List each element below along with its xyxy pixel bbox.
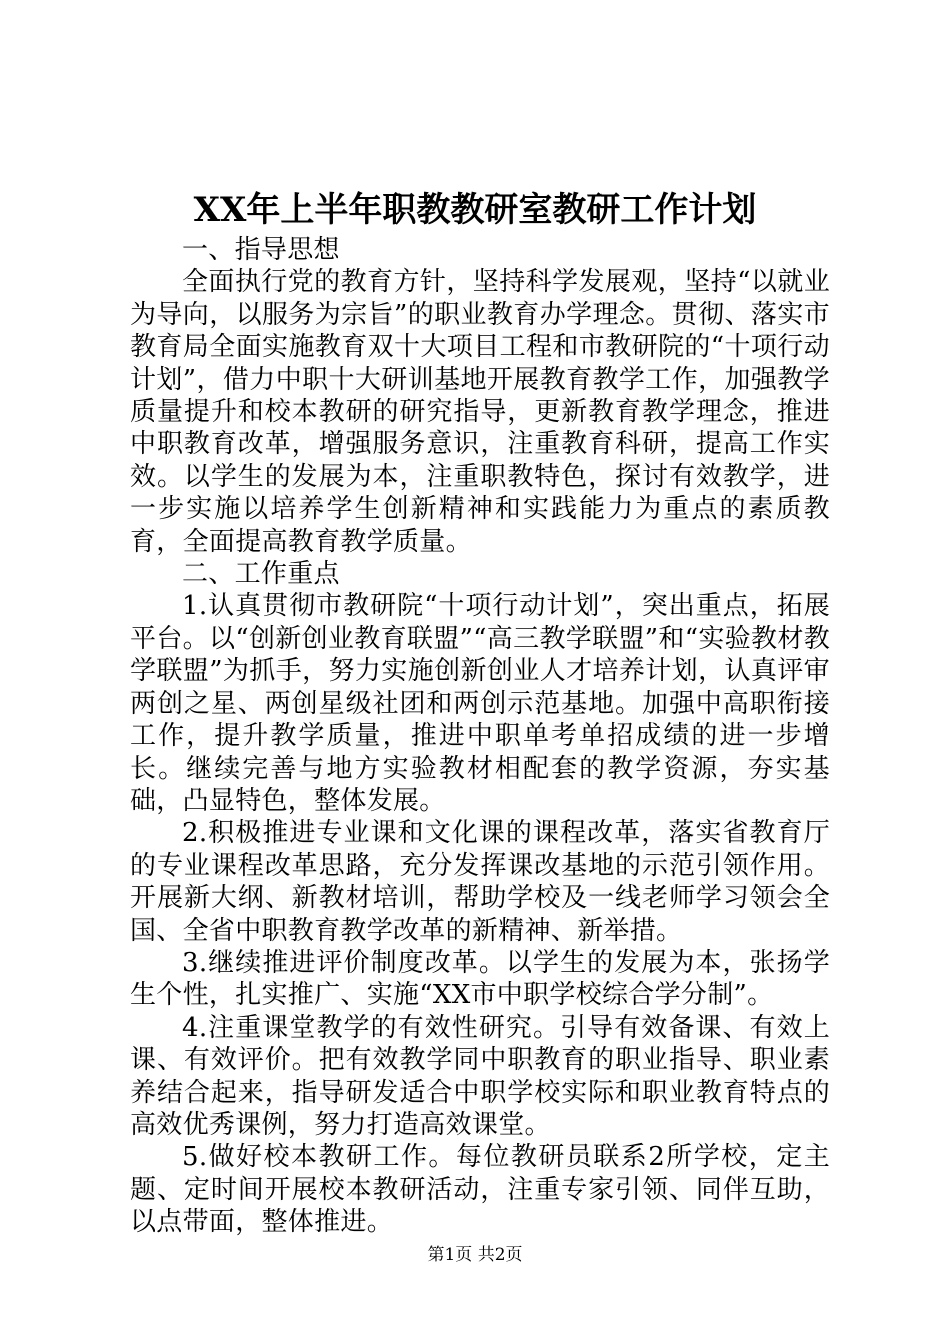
paragraph-item-5: 5.做好校本教研工作。每位教研员联系2所学校，定主题、定时间开展校本教研活动，注重专家引领、同伴互助，以点带面，整体推进。 xyxy=(130,1142,830,1238)
document-body xyxy=(130,234,830,1239)
section-heading-guiding-ideology: 一、指导思想 xyxy=(182,235,340,265)
paragraph-item-4: 4.注重课堂教学的有效性研究。引导有效备课、有效上课、有效评价。把有效教学同中职教育的职业指导、职业素养结合起来，指导研发适合中职学校实际和职业教育特点的高效优秀课例，努力打造高效课堂。 xyxy=(130,1012,830,1140)
section-heading-work-focus: 二、工作重点 xyxy=(182,559,340,590)
paragraph-item-1: 1.认真贯彻市教研院“十项行动计划”，突出重点，拓展平台。以“创新创业教育联盟”“高三教学联盟”和“实验教材教学联盟”为抓手，努力实施创新创业人才培养计划，认真评审两创之星、两创星级社团和两创示范基地。加强中高职衔接工作，提升教学质量，推进中职单考单招成绩的进一步增长。继续完善与地方实验教材相配套的教学资源，夯实基础，凸显特色，整体发展。 xyxy=(130,591,830,816)
paragraph-item-2: 2.积极推进专业课和文化课的课程改革，落实省教育厅的专业课程改革思路，充分发挥课改基地的示范引领作用。开展新大纲、新教材培训，帮助学校及一线老师学习领会全国、全省中职教育教学改革的新精神、新举措。 xyxy=(130,818,830,946)
document-title: XX年上半年职教教研室教研工作计划 xyxy=(193,190,757,230)
page-number-footer: 第1页 共2页 xyxy=(427,1245,523,1265)
paragraph-item-3: 3.继续推进评价制度改革。以学生的发展为本，张扬学生个性，扎实推广、实施“XX市中职学校综合学分制”。 xyxy=(130,947,830,1011)
paragraph-guiding-ideology: 全面执行党的教育方针，坚持科学发展观，坚持“以就业为导向，以服务为宗旨”的职业教育办学理念。贯彻、落实市教育局全面实施教育双十大项目工程和市教研院的“十项行动计划”，借力中职十大研训基地开展教育教学工作，加强教学质量提升和校本教研的研究指导，更新教育教学理念，推进中职教育改革，增强服务意识，注重教育科研，提高工作实效。以学生的发展为本，注重职教特色，探讨有效教学，进一步实施以培养学生创新精神和实践能力为重点的素质教育，全面提高教育教学质量。 xyxy=(130,267,830,557)
